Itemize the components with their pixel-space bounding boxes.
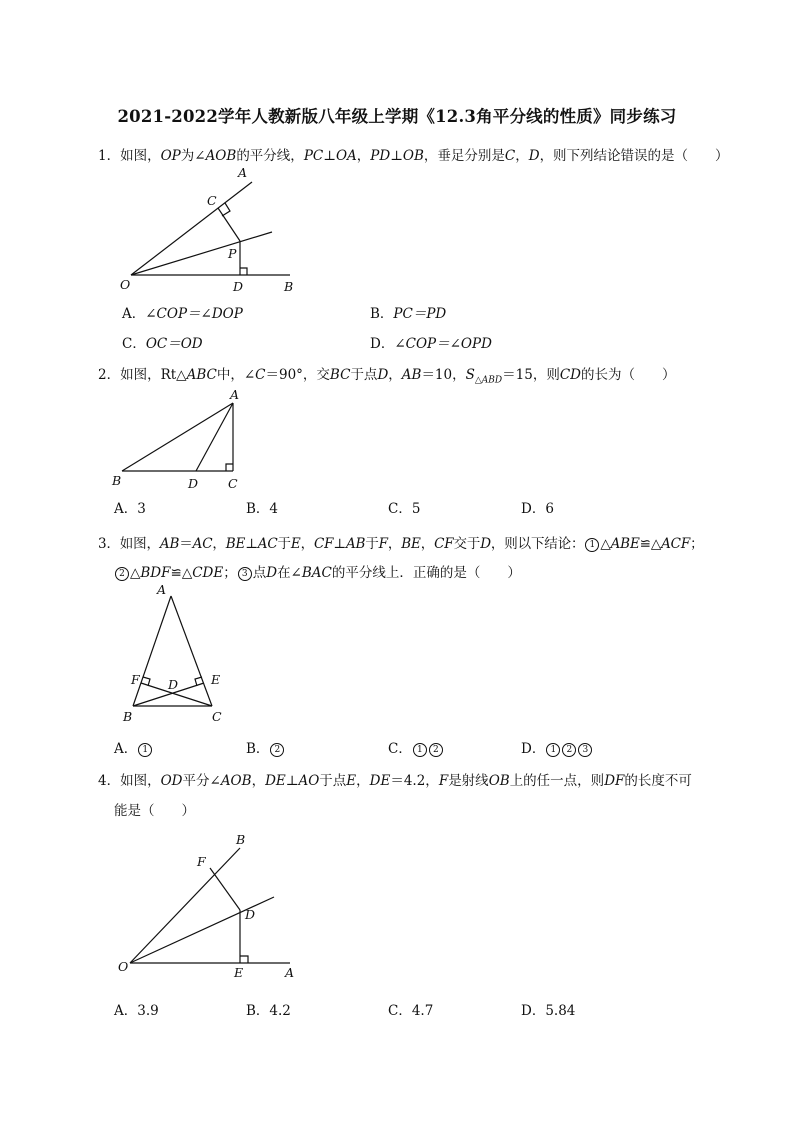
q2-option-c[interactable]: C．5 [388,501,421,517]
q1-option-c[interactable]: C．OC＝OD [122,336,203,352]
q1-label-d: D [233,279,244,294]
q3-label-b: B [123,709,133,724]
q2-label-b: B [112,473,122,488]
q4-option-d[interactable]: D．5.84 [521,1003,576,1019]
q2-label-d: D [188,476,199,491]
q4-stem-line1: 4．如图，OD平分∠AOB，DE⊥AO于点E，DE＝4.2，F是射线OB上的任一点，则DF的长度不可 [98,773,692,789]
q4-label-b: B [236,832,246,847]
q4-label-a: A [285,965,295,980]
q1-label-c: C [207,193,217,208]
q1-option-a[interactable]: A．∠COP＝∠DOP [122,306,243,322]
page-title: 2021-2022学年人教新版八年级上学期《12.3角平分线的性质》同步练习 [117,107,677,126]
q1-label-b: B [284,279,294,294]
q3-option-a[interactable]: A． 1 [114,737,153,757]
q2-label-a: A [230,387,240,402]
q4-right-angle-e [240,956,248,963]
q4-label-d: D [245,907,256,922]
q2-stem: 2．如图，Rt△ABC中，∠C＝90°，交BC于点D，AB＝10，$S_{\triangle ABD}=15$，则CD的长为（ ） [98,367,676,386]
q2-option-a[interactable]: A．3 [114,501,146,517]
q4-label-f: F [197,854,206,869]
q3-option-c[interactable]: C． 1 2 [388,737,444,757]
q4-stem-line2: 能是（ ） [114,803,195,819]
q3-label-c: C [212,709,222,724]
q4-label-e: E [234,965,244,980]
q1-stem: 1．如图，OP为∠AOB的平分线，PC⊥OA，PD⊥OB，垂足分别是C，D，则下列结论错误的是（ ） [98,148,729,164]
q3-label-a: A [157,582,167,597]
q1-option-d[interactable]: D．∠COP＝∠OPD [370,336,492,352]
q2-option-b[interactable]: B．4 [246,501,279,517]
q3-stem-line1: 3．如图，AB＝AC，BE⊥AC于E，CF⊥AB于F，BE，CF交于D，则以下结论： 1 △ABE≌△ACF； [98,536,704,552]
q1-option-b[interactable]: B．PC＝PD [370,306,447,322]
q2-option-d[interactable]: D．6 [521,501,554,517]
q4-ray-ob [130,848,240,963]
q3-label-d: D [168,677,179,692]
q3-label-f: F [131,672,140,687]
q3-label-e: E [211,672,221,687]
q1-label-p: P [228,246,237,261]
q4-option-c[interactable]: C．4.7 [388,1003,434,1019]
q1-label-o: O [120,277,131,292]
q4-option-b[interactable]: B．4.2 [246,1003,291,1019]
q4-segment-fd [210,868,240,910]
q4-label-o: O [118,959,129,974]
q3-option-b[interactable]: B． 2 [246,737,285,757]
q3-option-d[interactable]: D． 1 2 3 [521,737,593,757]
q3-stem-line2: 2 △BDF≌△CDE； 3 点D在∠BAC的平分线上．正确的是（ ） [114,561,521,581]
q4-option-a[interactable]: A．3.9 [114,1003,159,1019]
q1-label-a: A [238,165,248,180]
q2-label-c: C [228,476,238,491]
